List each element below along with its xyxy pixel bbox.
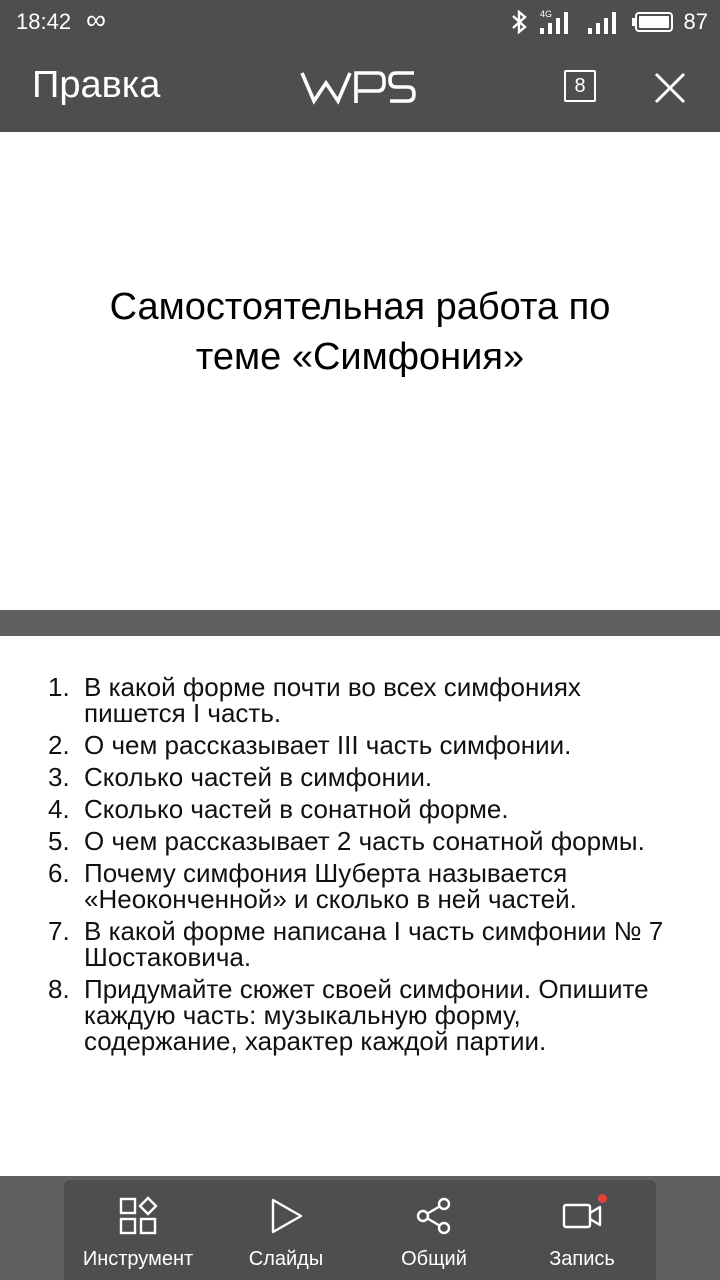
slide-2[interactable] xyxy=(0,636,720,1176)
status-bar xyxy=(0,0,720,44)
record-button[interactable] xyxy=(508,1180,656,1280)
video-camera-icon xyxy=(562,1196,602,1236)
record-label: Запись xyxy=(549,1248,615,1270)
list-text: Придумайте сюжет своей симфонии. Опишите каждую часть: музыкальную форму, содержание, характер каждой партии. xyxy=(84,974,649,1056)
wps-logo xyxy=(300,69,418,105)
list-text: Почему симфония Шуберта называется «Неоконченной» и сколько в ней частей. xyxy=(84,858,577,914)
list-item xyxy=(48,674,668,726)
list-text: Сколько частей в сонатной форме. xyxy=(84,794,509,824)
record-indicator-dot xyxy=(598,1194,607,1203)
signal-icon xyxy=(586,8,622,36)
list-number: 6. xyxy=(48,858,70,888)
signal-4g-icon xyxy=(538,8,576,36)
list-item xyxy=(48,918,668,970)
slide-title-line-1: Самостоятельная работа по xyxy=(109,286,611,328)
bottom-toolbar xyxy=(64,1180,656,1280)
list-text: О чем рассказывает III часть симфонии. xyxy=(84,730,572,760)
list-item xyxy=(48,732,668,758)
page-count-icon[interactable]: 8 xyxy=(564,70,596,102)
question-list xyxy=(48,674,668,1060)
list-item xyxy=(48,764,668,790)
bluetooth-icon xyxy=(510,9,528,35)
slide-1[interactable] xyxy=(0,132,720,610)
list-item xyxy=(48,796,668,822)
share-icon xyxy=(414,1196,454,1236)
slide-title-line-2: теме «Симфония» xyxy=(195,336,525,378)
tool-button[interactable] xyxy=(64,1180,212,1280)
app-bar xyxy=(0,44,720,132)
record-icon-wrapper xyxy=(562,1196,602,1236)
status-time: 18:42 xyxy=(16,9,72,34)
battery-icon xyxy=(632,11,674,33)
slide-title xyxy=(40,282,680,382)
network-label: 4G xyxy=(539,9,552,19)
list-number: 3. xyxy=(48,762,70,792)
list-text: О чем рассказывает 2 часть сонатной формы. xyxy=(84,826,645,856)
close-icon[interactable] xyxy=(650,68,690,108)
list-text: В какой форме написана I часть симфонии № 7 Шостаковича. xyxy=(84,916,664,972)
list-text: Сколько частей в симфонии. xyxy=(84,762,433,792)
list-item xyxy=(48,828,668,854)
play-icon xyxy=(266,1196,306,1236)
list-number: 1. xyxy=(48,672,70,702)
list-item xyxy=(48,860,668,912)
list-number: 4. xyxy=(48,794,70,824)
slides-label: Слайды xyxy=(248,1248,324,1270)
battery-level: 87 xyxy=(683,9,708,34)
tool-label: Инструмент xyxy=(82,1248,194,1270)
apps-icon xyxy=(118,1196,158,1236)
list-item xyxy=(48,976,668,1054)
list-number: 8. xyxy=(48,974,70,1004)
status-icons xyxy=(510,8,708,36)
share-button[interactable] xyxy=(360,1180,508,1280)
list-number: 5. xyxy=(48,826,70,856)
list-text: В какой форме почти во всех симфониях пишется I часть. xyxy=(84,672,581,728)
slides-button[interactable] xyxy=(212,1180,360,1280)
list-number: 7. xyxy=(48,916,70,946)
list-number: 2. xyxy=(48,730,70,760)
infinity-icon: ∞ xyxy=(86,4,106,35)
edit-button[interactable]: Правка xyxy=(32,64,161,106)
share-label: Общий xyxy=(401,1248,467,1270)
